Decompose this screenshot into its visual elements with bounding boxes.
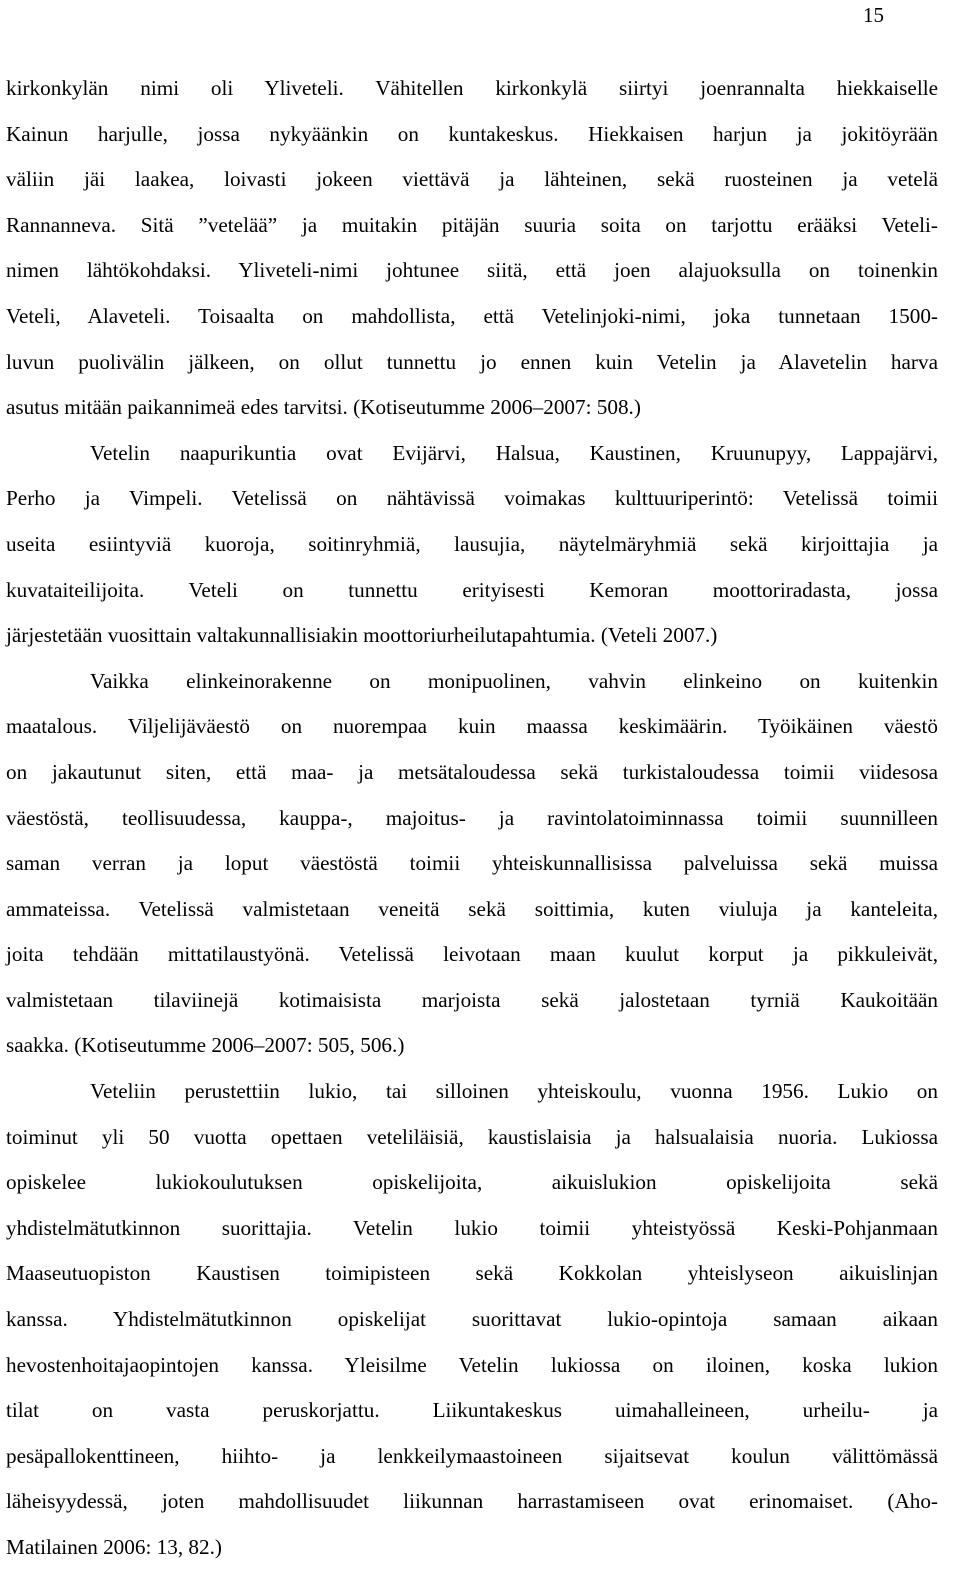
text-line: Vaikka elinkeinorakenne on monipuolinen, vahvin elinkeino on kuitenkin xyxy=(90,668,938,693)
text-line: opiskelee lukiokoulutuksen opiskelijoita, aikuislukion opiskelijoita sekä xyxy=(6,1170,938,1195)
text-line: läheisyydessä, joten mahdollisuudet liikunnan harrastamiseen ovat erinomaiset. (Aho- xyxy=(6,1489,938,1514)
page-number: 15 xyxy=(863,3,884,27)
text-line: joita tehdään mittatilaustyönä. Vetelissä leivotaan maan kuulut korput ja pikkuleivät, xyxy=(6,942,938,967)
text-line: on jakautunut siten, että maa- ja metsätaloudessa sekä turkistaloudessa toimii viidesosa xyxy=(6,759,938,784)
text-line: Rannanneva. Sitä ”vetelää” ja muitakin pitäjän suuria soita on tarjottu erääksi Veteli- xyxy=(6,212,938,237)
text-line: järjestetään vuosittain valtakunnallisiakin moottoriurheilutapahtumia. (Veteli 2007.) xyxy=(6,623,718,648)
text-line: tilat on vasta peruskorjattu. Liikuntakeskus uimahalleineen, urheilu- ja xyxy=(6,1398,938,1423)
text-line: Veteliin perustettiin lukio, tai silloinen yhteiskoulu, vuonna 1956. Lukio on xyxy=(90,1079,938,1104)
text-line: luvun puolivälin jälkeen, on ollut tunnettu jo ennen kuin Vetelin ja Alavetelin harva xyxy=(6,349,938,374)
text-line: pesäpallokenttineen, hiihto- ja lenkkeilymaastoineen sijaitsevat koulun välittömässä xyxy=(6,1443,938,1468)
text-line: kirkonkylän nimi oli Yliveteli. Vähitellen kirkonkylä siirtyi joenrannalta hiekkaiselle xyxy=(6,76,938,100)
text-line: kuvataiteilijoita. Veteli on tunnettu erityisesti Kemoran moottoriradasta, jossa xyxy=(6,577,938,602)
text-line: useita esiintyviä kuoroja, soitinryhmiä, lausujia, näytelmäryhmiä sekä kirjoittajia ja xyxy=(6,531,938,556)
text-line: väliin jäi laakea, loivasti jokeen viettävä ja lähteinen, sekä ruosteinen ja vetelä xyxy=(6,167,938,192)
text-line: hevostenhoitajaopintojen kanssa. Yleisilme Vetelin lukiossa on iloinen, koska lukion xyxy=(6,1352,938,1377)
text-line: väestöstä, teollisuudessa, kauppa-, majoitus- ja ravintolatoiminnassa toimii suunnilleen xyxy=(6,805,938,830)
body-text xyxy=(6,69,938,1574)
text-line: Vetelin naapurikuntia ovat Evijärvi, Halsua, Kaustinen, Kruunupyy, Lappajärvi, xyxy=(90,440,938,465)
text-line: Maaseutuopiston Kaustisen toimipisteen sekä Kokkolan yhteislyseon aikuislinjan xyxy=(6,1261,938,1286)
text-line: nimen lähtökohdaksi. Yliveteli-nimi johtunee siitä, että joen alajuoksulla on toinenkin xyxy=(6,258,938,283)
text-line: yhdistelmätutkinnon suorittajia. Vetelin lukio toimii yhteistyössä Keski-Pohjanmaan xyxy=(6,1215,938,1240)
text-line: saman verran ja loput väestöstä toimii yhteiskunnallisissa palveluissa sekä muissa xyxy=(6,851,938,876)
text-line: valmistetaan tilaviinejä kotimaisista marjoista sekä jalostetaan tyrniä Kaukoitään xyxy=(6,987,938,1012)
text-line: kanssa. Yhdistelmätutkinnon opiskelijat suorittavat lukio-opintoja samaan aikaan xyxy=(6,1307,938,1332)
text-line: Perho ja Vimpeli. Vetelissä on nähtävissä voimakas kulttuuriperintö: Vetelissä toimii xyxy=(6,486,938,511)
text-line: saakka. (Kotiseutumme 2006–2007: 505, 506.) xyxy=(6,1033,405,1058)
text-line: Veteli, Alaveteli. Toisaalta on mahdollista, että Vetelinjoki-nimi, joka tunnetaan 1500- xyxy=(6,303,938,328)
text-line: ammateissa. Vetelissä valmistetaan veneitä sekä soittimia, kuten viuluja ja kanteleita, xyxy=(6,896,938,921)
text-line: Matilainen 2006: 13, 82.) xyxy=(6,1535,222,1559)
text-line: toiminut yli 50 vuotta opettaen veteliläisiä, kaustislaisia ja halsualaisia nuoria. Lukiossa xyxy=(6,1124,938,1149)
text-line: asutus mitään paikannimeä edes tarvitsi. (Kotiseutumme 2006–2007: 508.) xyxy=(6,395,641,420)
text-line: Kainun harjulle, jossa nykyäänkin on kuntakeskus. Hiekkaisen harjun ja jokitöyrään xyxy=(6,121,938,146)
text-line: maatalous. Viljelijäväestö on nuorempaa kuin maassa keskimäärin. Työikäinen väestö xyxy=(6,714,938,739)
